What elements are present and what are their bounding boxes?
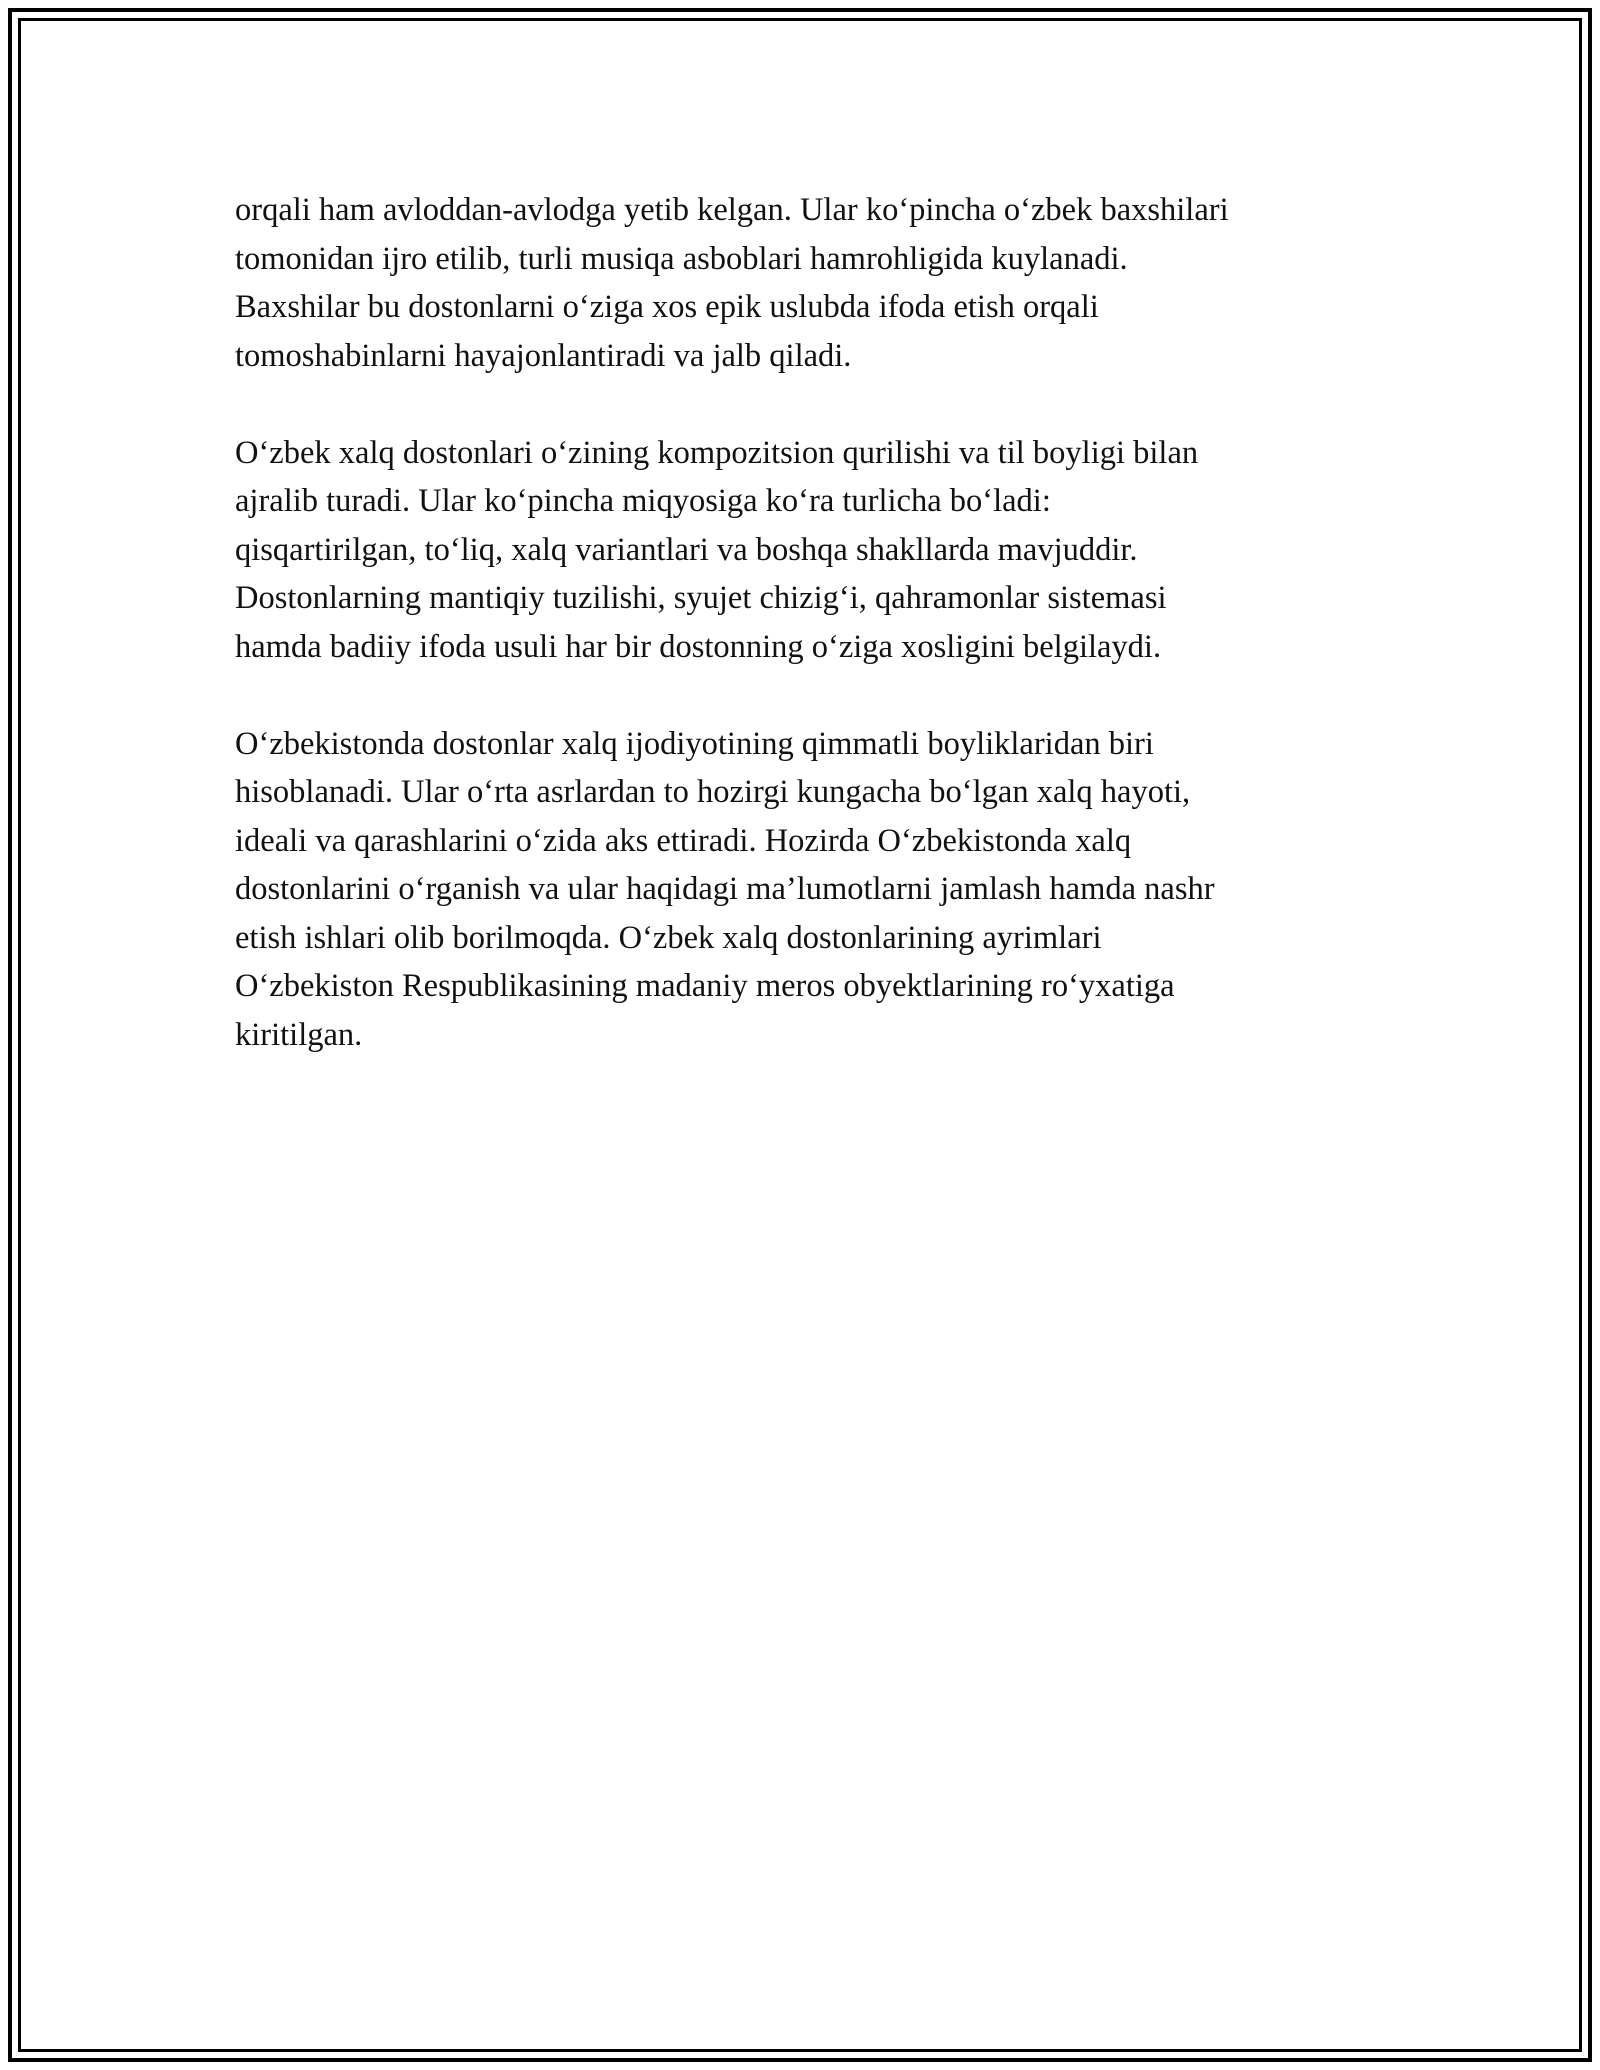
paragraph-2: O‘zbek xalq dostonlari o‘zining kompozitsion qurilishi va til boyligi bilan ajralib turadi. Ular ko‘pincha miqyosiga ko‘ra turlicha bo‘ladi: qisqartirilgan, to‘liq, xalq variantlari va boshqa shakllarda mavjuddir. Dostonlarning mantiqiy tuzilishi, syujet chizig‘i, qahramonlar sistemasi hamda badiiy ifoda usuli har bir dostonning o‘ziga xosligini belgilaydi. bbox=[235, 434, 1199, 665]
paragraph-3: O‘zbekistonda dostonlar xalq ijodiyotining qimmatli boyliklaridan biri hisoblanadi. Ular o‘rta asrlardan to hozirgi kungacha bo‘lgan xalq hayoti, ideali va qarashlarini o‘zida aks ettiradi. Hozirda O‘zbekistonda xalq dostonlarini o‘rganish va ular haqidagi ma’lumotlarni jamlash hamda nashr etish ishlari olib borilmoqda. O‘zbek xalq dostonlarining ayrimlari O‘zbekiston Respublikasining madaniy meros obyektlarining ro‘yxatiga kiritilgan. bbox=[235, 725, 1215, 1053]
document-body bbox=[235, 186, 1385, 1108]
paragraph-1: orqali ham avloddan-avlodga yetib kelgan. Ular ko‘pincha o‘zbek baxshilari tomonidan ijro etilib, turli musiqa asboblari hamrohligida kuylanadi. Baxshilar bu dostonlarni o‘ziga xos epik uslubda ifoda etish orqali tomoshabinlarni hayajonlantiradi va jalb qiladi. bbox=[235, 192, 1229, 374]
